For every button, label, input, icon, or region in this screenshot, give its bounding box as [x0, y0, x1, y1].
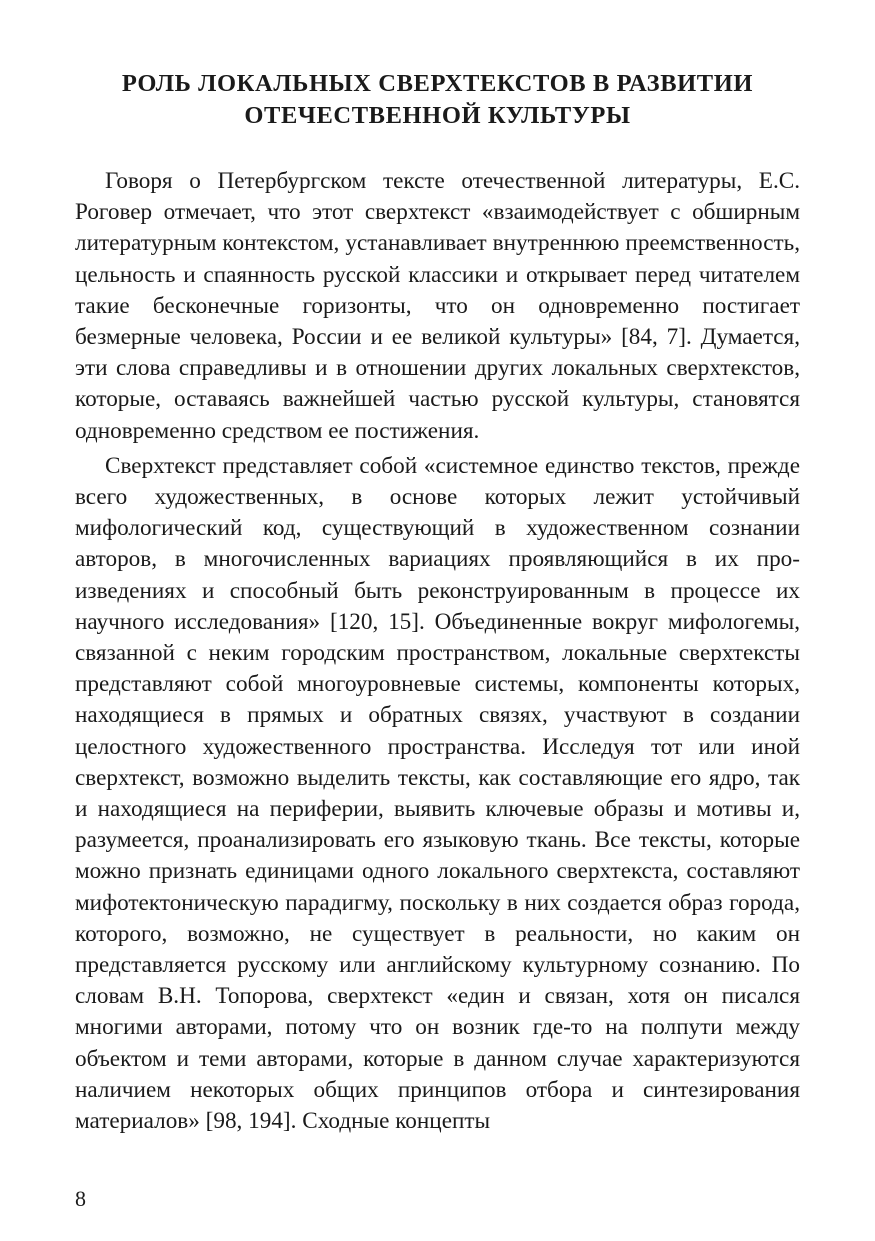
paragraph-2: Сверхтекст представляет собой «системное единство текстов, прежде всего художественных, в основе которых лежит устойчивый мифологический код, существующий в художественном сознании авторов, в многочисленных вариациях проявляющийся в их произведениях и способный быть реконструированным в процессе их научного исследования» [120, 15]. Объединенные вокруг мифологемы, связанной с неким городским пространством, локальные сверхтексты представляют собой многоуровневые системы, компоненты которых, находящиеся в прямых и обратных связях, участвуют в создании целостного художественного пространства. Исследуя тот или иной сверхтекст, возможно выделить тексты, как составляющие его ядро, так и находящиеся на периферии, выявить ключевые образы и мотивы и, разумеется, проанализировать его языковую ткань. Все тексты, которые можно признать единицами одного локального сверхтекста, составляют мифотектоническую парадигму, поскольку в них создается образ города, которого, возможно, не существует в реальности, но каким он представляется русскому или английскому культурному сознанию. По словам В.Н. Топорова, сверхтекст «един и связан, хотя он писался многими авторами, потому что он возник где-то на полпути между объектом и теми авторами, которые в данном случае характеризуются наличием некоторых общих принципов отбора и синтезирования материалов» [98, 194]. Сходные концепты: [75, 452, 800, 1135]
page-number: 8: [75, 1186, 86, 1211]
chapter-title-line-1: РОЛЬ ЛОКАЛЬНЫХ СВЕРХТЕКСТОВ В РАЗВИТИИ: [121, 70, 754, 97]
page-content: [75, 68, 800, 1137]
chapter-title: [75, 68, 800, 132]
chapter-title-line-2: ОТЕЧЕСТВЕННОЙ КУЛЬТУРЫ: [244, 102, 631, 129]
body-text: [75, 166, 800, 1137]
paragraph-1: Говоря о Петербургском тексте отечественной литературы, Е.С. Роговер отмечает, что этот сверхтекст «взаимодействует с обширным литературным контекстом, устанавливает внутреннюю преемственность, цельность и спаянность русской классики и открывает перед читателем такие бесконечные горизонты, что он одновременно постигает безмерные человека, России и ее великой культуры» [84, 7]. Думается, эти слова справедливы и в отношении других локальных сверхтекстов, которые, оставаясь важнейшей частью русской культуры, становятся одновременно средством ее постижения.: [75, 168, 800, 444]
